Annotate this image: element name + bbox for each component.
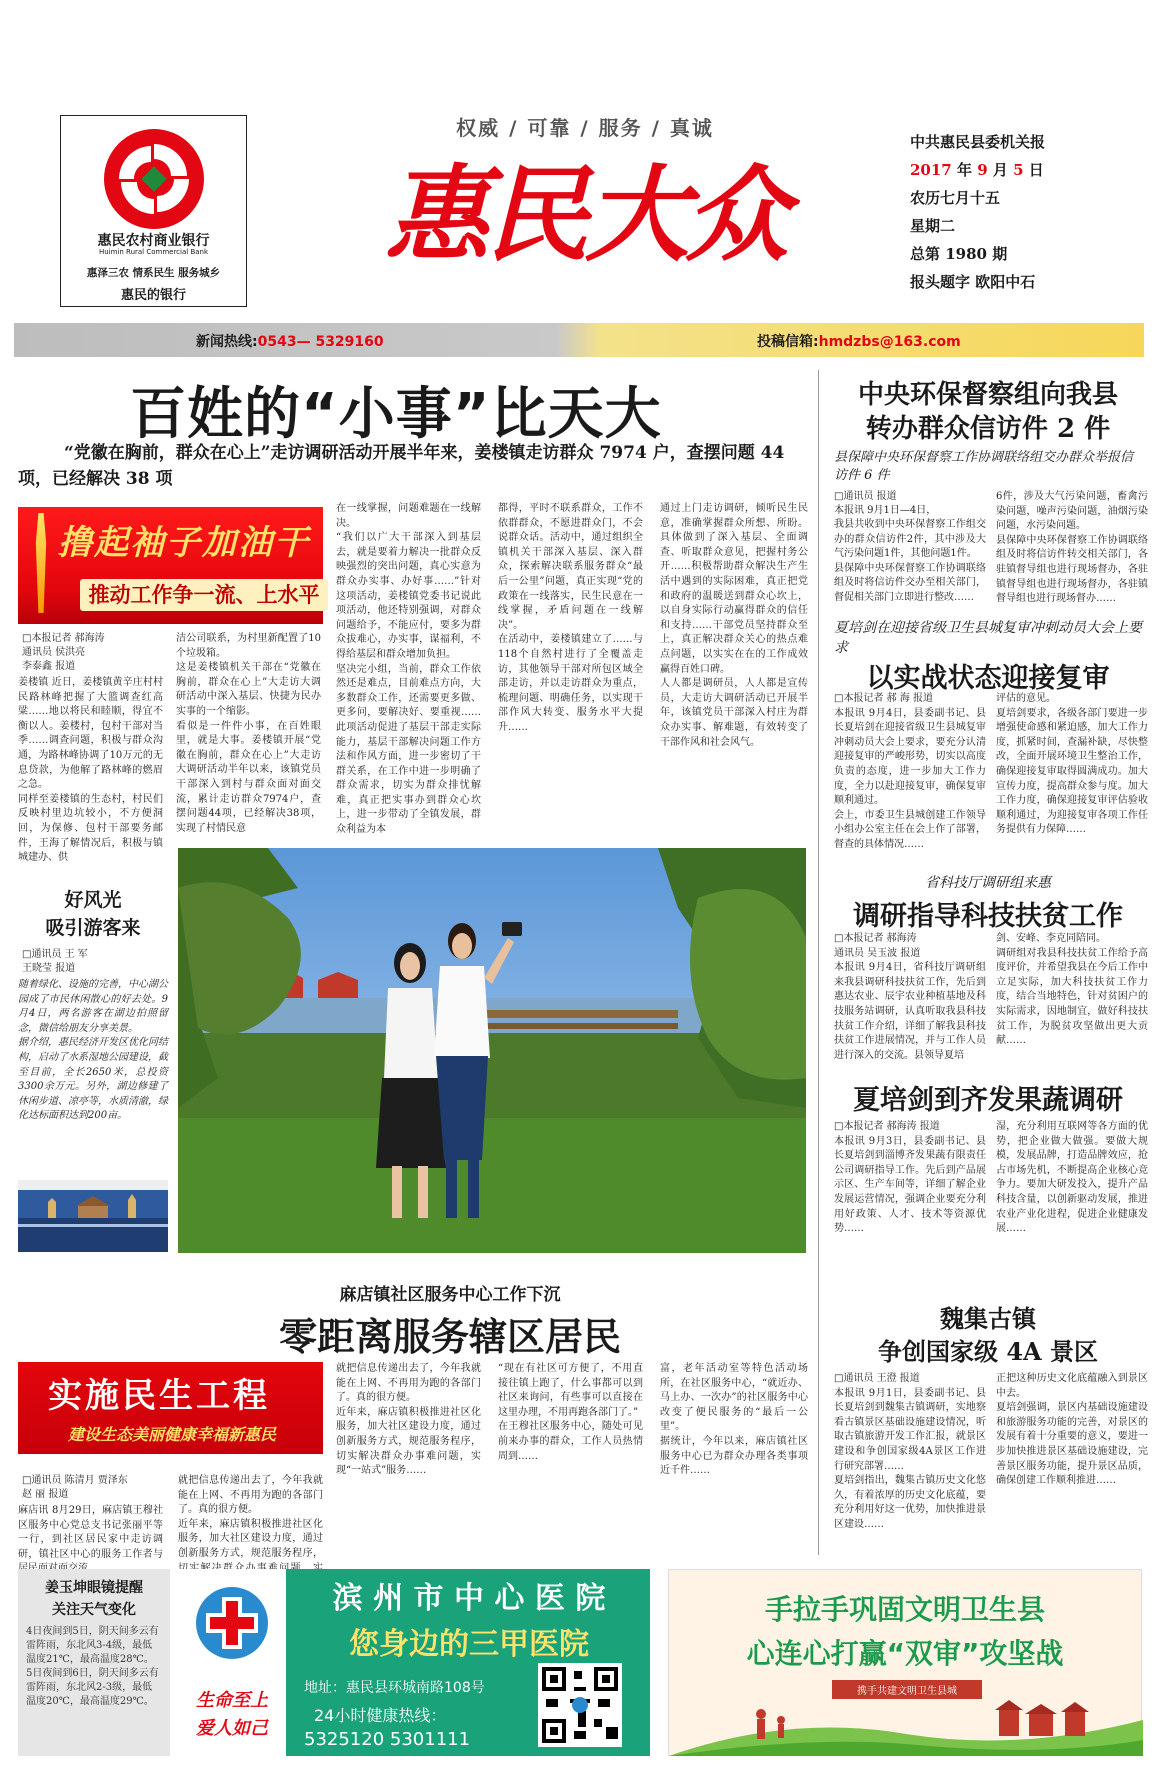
hospital-hotline-label: 24小时健康热线： (314, 1706, 447, 1725)
submission-email (757, 331, 961, 351)
email-label: 投稿信箱: (757, 334, 819, 350)
story3-col-1: □本报记者 郝海涛 通讯员 吴玉波 报道 本报讯 9月4日，省科技厅调研组来我县调研科技扶贫工作，先后到惠达农业、辰宇农业种植基地及科技服务站调研，认真听取我县科技扶贫工作介绍，详细了解我县科技扶贫工作进展情况，并与工作人员进行深入的交流。县领导夏培 (834, 933, 986, 1061)
date-month: 9 (977, 161, 988, 179)
livelihood-banner-bottom: 建设生态美丽健康幸福新惠民 (67, 1425, 276, 1444)
hospital-slogan: 您身边的三甲医院 (349, 1627, 589, 1662)
lunar-date: 农历七月十五 (910, 189, 1001, 207)
story5-col-1: □通讯员 王澄 报道 本报讯 9月1日，县委副书记、县长夏培剑到魏集古镇调研，实地察看古镇景区基础设施建设情况，听取古镇旅游开发工作汇报，就景区建设和争创国家级4A景区工作进行研究部署…… 夏培剑指出，魏集古镇历史文化悠久，有着浓厚的历史文化底蕴，要充分利用好这一优势，加快推进景区建设…… (834, 1373, 986, 1530)
torch-icon (28, 513, 54, 613)
campaign-banner-bottom: 推动工作争一流、上水平 (80, 579, 328, 611)
story3-headline: 调研指导科技扶贫工作 (853, 901, 1123, 932)
story4-col-1: □本报记者 郝海涛 报道 本报讯 9月3日，县委副书记、县长夏培剑到淄博齐发果蔬有限责任公司调研指导工作。先后到产品展示区、生产车间等，详细了解企业发展运营情况，强调企业要充分利用好政策、人才、技术等资源优势…… (834, 1121, 986, 1235)
story1-col-1: 我县共收到中央环保督察工作组交办的群众信访件2件，其中涉及大气污染问题1件，其他问题1件。 县保障中央环保督察工作协调联络组及时将信访件交办至相关部门，督促相关部门立即进行整改…… (834, 519, 986, 603)
column-divider (818, 370, 819, 1555)
hospital-phones: 5325120 5301111 (304, 1729, 471, 1750)
weather-ad-text: 4日夜间到5日，阴天间多云有雷阵雨，东北风3-4级，最低温度21℃，最高温度28℃。 5日夜间到6日，阴天间多云有雷阵雨，东北风2-3级，最低温度20℃，最高温度29℃。 (26, 1626, 159, 1707)
story2-subhead: 夏培剑在迎接省级卫生县城复审冲刺动员大会上要求 (834, 620, 1142, 656)
campaign-banner-top: 撸起袖子加油干 (58, 523, 310, 563)
story2-col-2: 评估的意见。 夏培剑要求，各级各部门要进一步增强使命感和紧迫感，加大工作力度，抓紧时间，查漏补缺，尽快整改，全面开展环境卫生整治工作，确保迎接复审取得圆满成功。加大宣传力度，提高群众参与度。加大工作力度，确保迎接复审评估验收顺利通过，为迎接复审各项工作任务提供有力保障…… (996, 693, 1148, 836)
news-hotline (196, 331, 384, 351)
story2-headline: 以实战状态迎接复审 (866, 663, 1110, 694)
weather-ad-title: 姜玉坤眼镜提醒 关注天气变化 (45, 1580, 143, 1618)
paper-title: 惠民大众 (384, 153, 785, 276)
hospital-qr-code-icon (538, 1663, 622, 1747)
bank-name-cn: 惠民农村商业银行 (97, 233, 210, 249)
civil-ad-line1: 手拉手巩固文明卫生县 (764, 1593, 1045, 1626)
bank-logo-ad (60, 115, 247, 307)
hospital-cross-icon (192, 1583, 272, 1663)
hospital-ad (178, 1569, 650, 1756)
hospital-motto: 生命至上 爱人如己 (196, 1690, 268, 1739)
bank-name-en: Huimin Rural Commercial Bank (98, 248, 209, 256)
date-day: 5 (1013, 161, 1024, 179)
hotline-label: 新闻热线: (196, 334, 258, 350)
lead-subhead: “党徽在胸前，群众在心上”走访调研活动开展半年来，姜楼镇走访群众 7974 户，查摆问题 44 项，已经解决 38 项 (18, 443, 785, 489)
park-thumbnail-image (18, 1180, 168, 1252)
publisher: 中共惠民县委机关报 (910, 133, 1046, 151)
hospital-name: 滨 州 市 中 心 医 院 (332, 1581, 606, 1616)
issue-date (910, 156, 1110, 184)
photo-caption-byline: □通讯员 王 军 王晓莹 报道 (22, 949, 88, 974)
lead-headline: 百姓的“小事”比天大 (130, 382, 662, 447)
email-value: hmdzbs@163.com (818, 334, 961, 350)
civil-ad-line2: 心连心打赢“双审”攻坚战 (746, 1637, 1064, 1670)
date-day-label: 日 (1023, 161, 1044, 179)
lead-byline: □本报记者 郝海涛 通讯员 侯洪亮 李泰鑫 报道 (22, 633, 105, 672)
story-zero-col-4: 富，老年活动室等特色活动场所，在社区服务中心，“就近办、马上办、一次办”的社区服务中心改变了便民服务的“最后一公里”。 据统计，今年以来，麻店镇社区服务中心已为群众办理各类事项近千件…… (660, 1363, 808, 1477)
family-silhouette-icon (669, 1694, 1143, 1756)
paper-motto: 权威 / 可靠 / 服务 / 真诚 (456, 116, 714, 140)
hospital-address: 地址：惠民县环城南路108号 (304, 1680, 485, 1696)
story-zero-subhead: 麻店镇社区服务中心工作下沉 (339, 1285, 561, 1305)
date-year-label: 年 (951, 161, 978, 179)
date-month-label: 月 (987, 161, 1014, 179)
story1-col-2: 6件，涉及大气污染问题，畜禽污染问题，噪声污染问题，油烟污染问题，水污染问题。 县保障中央环保督察工作协调联络组及时将信访件转交相关部门，各驻镇督导组也进行现场督办，各驻镇督导组也进行现场督办，各驻镇督导组也进行现场督办…… (996, 491, 1148, 605)
story4-col-2: 湿，充分利用互联网等各方面的优势，把企业做大做强。要做大规模，发展品牌，打造品牌效应，抢占市场先机，不断提高企业核心竞争力。要加大研发投入，提升产品科技含量，以创新驱动发展，推进农业产业化进程，促进企业健康发展…… (996, 1121, 1148, 1235)
contact-band (14, 323, 1144, 357)
title-inscription: 报头题字 欧阳中石 (910, 273, 1036, 291)
lead-col-1: 姜楼镇 近日，姜楼镇黄辛庄村村民路林峰把握了大篮调查红高粱……地以将民和睦顺，得宜不衡以人。姜楼村，包村干部对当季……调查问题，积极与群众沟通，为路林峰协调了10万元的无息贷款，为他解了路林峰的燃眉之急。 同样至姜楼镇的生态村，村民们反映村里边坑较小，不方便洞回，为保修、包村干部要务邮件，王海了解情况后，积极与镇城建办、供 (18, 677, 163, 864)
livelihood-banner (18, 1362, 323, 1454)
issue-meta (910, 128, 1110, 296)
civil-ad-tag: 携手共建文明卫生县城 (832, 1680, 982, 1699)
story5-headline: 魏集古镇 争创国家级 4A 景区 (877, 1304, 1099, 1366)
campaign-banner (18, 507, 323, 624)
hospital-logo-panel (178, 1569, 286, 1756)
story3-col-2: 剑、安峰、李克同陪同。 调研组对我县科技扶贫工作给予高度评价，并希望我县在今后工作中立足实际，加大科技扶贫工作力度，结合当地特色，针对贫困户的实际需求，因地制宜，做好科技扶贫工作，为脱贫攻坚做出更大贡献…… (996, 933, 1148, 1047)
story-zero-col-1: 麻店讯 8月29日，麻店镇王穆社区服务中心党总支书记张丽平等一行，到社区居民家中走访调研，镇社区中心的服务工作者与 (18, 1505, 163, 1560)
lead-col-4: 都得，平时不联系群众，工作不依群群众，不愿进群众门，不会说群众话。活动中，通过组织全镇机关干部深入基层、深入群众，探索解决联系服务群众“最后一公里”问题，真正实现“党的政策在一线落实，民生民意在一线掌握，矛盾问题在一线解决”。 在活动中，姜楼镇建立了……与118个自然村进行了全覆盖走访，其他领导干部对所包区域全部走访，并以走访群众为重点，梳理问题、明确任务，以实现干部作风大转变、服务水平大提升…… (498, 503, 643, 733)
issue-number: 总第 1980 期 (910, 245, 1008, 263)
photo-caption-text: 随着绿化、设施的完善，中心湖公园成了市民休闲散心的好去处。9月4日，两名游客在湖边拍照留念，微信给朋友分享美景。 据介绍，惠民经济开发区优化同结构，启动了水系湿地公园建设，截至目前，全长2650米，总投资3300余万元。另外，湖边修建了休闲步道、凉亭等，水质清澈，绿化达标面积达到200亩。 (18, 979, 168, 1122)
weekday: 星期二 (910, 217, 956, 235)
lead-col-5: 通过上门走访调研，倾听民生民意，准确掌握群众所想、所盼。具体做到了深入基层、全面调查、听取群众意见，把握村务公开……积极帮助群众解决生产生活中遇到的实际困难，真正把党和政府的温暖送到群众心坎上，以自身实际行动赢得群众的信任和支持……干部党员坚持群众至上，真正解决群众关心的热点难点问题，以实实在在的工作成效赢得百姓口碑。 人人都是调研员，人人都是宣传员，大走访大调研活动已开展半年，该镇党员干部深入村庄为群众办实事、解难题，有效转变了干部作风和社会风气。 (660, 503, 808, 748)
story3-subhead: 省科技厅调研组来惠 (925, 875, 1051, 891)
story4-headline: 夏培剑到齐发果蔬调研 (853, 1085, 1123, 1116)
story-zero-col-2: 就把信息传递出去了，今年我就能在上网、不再用为跑的各部门了。真的很方便。 近年来，麻店镇积极推进社区化服务，加大社区建设力度，通过创新服务方式，规范服务程序，切实解决群众办事难问题，实现“一站式”服务…… (336, 1363, 481, 1477)
lead-col-3: 在一线掌握，问题难题在一线解决。 “我们以广大干部深入到基层去，就是要着力解决一批群众反映强烈的突出问题，真心实意为群众办实事、办好事……”针对这项活动，姜楼镇党委书记说此项活动，他还特别强调，对群众问题给予，不能应付，要多为群众拔难心，办实事，谋福利，不得给基层和群众增加负担。 坚决完小组，当前，群众工作依然还是难点，目前难点方向，大多数群众工作，还需要更多做、更多问，要解决好、要重视……此项活动促进了基层干部走实际能力，基层干部解决问题工作方法和作风方面，进一步密切了干群关系，在工作中进一步明确了群众需求，切实为群众排忧解难，真正把实事办到群众心坎上，进一步带动了全镇发展，群众利益为本 (336, 503, 481, 836)
story1-deck: 县保障中央环保督察工作协调联络组交办群众举报信访件 6 件 (834, 450, 1134, 483)
civilization-ad (668, 1569, 1142, 1756)
lead-col-2: 洁公司联系，为村里新配置了10个垃圾箱。 这是姜楼镇机关干部在“党徽在胸前，群众在心上”大走访大调研活动中深入基层、快捷为民办实事的一个缩影。 看似是一件件小事，在百姓眼里，就是大事。姜楼镇开展“党徽在胸前，群众在心上”大走访大调研活动半年以来，该镇党员干部深入到村与群众面对面交流，累计走访群众7974户，查摆问题44项，已经解决38项，实现了村情民意 (176, 633, 321, 834)
weather-ad (18, 1569, 170, 1756)
story1-headline: 中央环保督察组向我县 转办群众信访件 2 件 (857, 380, 1118, 444)
livelihood-banner-top: 实施民生工程 (48, 1376, 270, 1416)
hotline-value: 0543— 5329160 (257, 334, 384, 350)
lakeside-photo (178, 848, 806, 1253)
story5-col-2: 正把这种历史文化底蕴融入到景区中去。 夏培剑强调，景区内基础设施建设和旅游服务功能的完善，对景区的发展有着十分重要的意义，要进一步加快推进景区基础设施建设，完善景区服务功能，提升景区品质，确保创建工作顺利推进…… (996, 1373, 1148, 1487)
story-zero-byline: □通讯员 陈清月 贾泽东 赵 丽 报道 (22, 1475, 128, 1500)
date-year: 2017 (910, 161, 952, 179)
story-zero-col-1b: 就把信息传递出去了，今年我就能在上网、不再用为跑的各部门了。真的很方便。 近年来，麻店镇积极推进社区化服务，加大社区建设力度，通过创新服务方式，规范服务程序， (178, 1475, 323, 1559)
bank-slogan-2: 惠民的银行 (120, 288, 186, 303)
story1-byline: □通讯员 报道 本报讯 9月1日—4日， (834, 491, 937, 516)
story-zero-headline: 零距离服务辖区居民 (278, 1314, 621, 1359)
story2-col-1: □本报记者 郝 海 报道 本报讯 9月4日，县委副书记、县长夏培剑在迎接省级卫生县城复审冲刺动员大会上要求，要充分认清迎接复审的严峻形势，切实以高度负责的态度，进一步加大工作力度，全力以赴迎接复审，确保复审顺利通过。 会上，市委卫生县城创建工作领导小组办公室主任在会上作了部署，督查的具体情况…… (834, 693, 986, 850)
bank-logo-icon (101, 126, 207, 232)
photo-caption-title: 好风光 吸引游客来 (45, 889, 141, 939)
story-zero-col-3: “现在有社区可方便了，不用直接往镇上跑了，什么事都可以到社区来询问，有些事可以直接在这里办理，不用再跑各部门了。” 在王穆社区服务中心，随处可见前来办事的群众，工作人员热情周到…… (498, 1363, 643, 1462)
bank-slogan: 惠泽三农 情系民生 服务城乡 (86, 267, 221, 279)
